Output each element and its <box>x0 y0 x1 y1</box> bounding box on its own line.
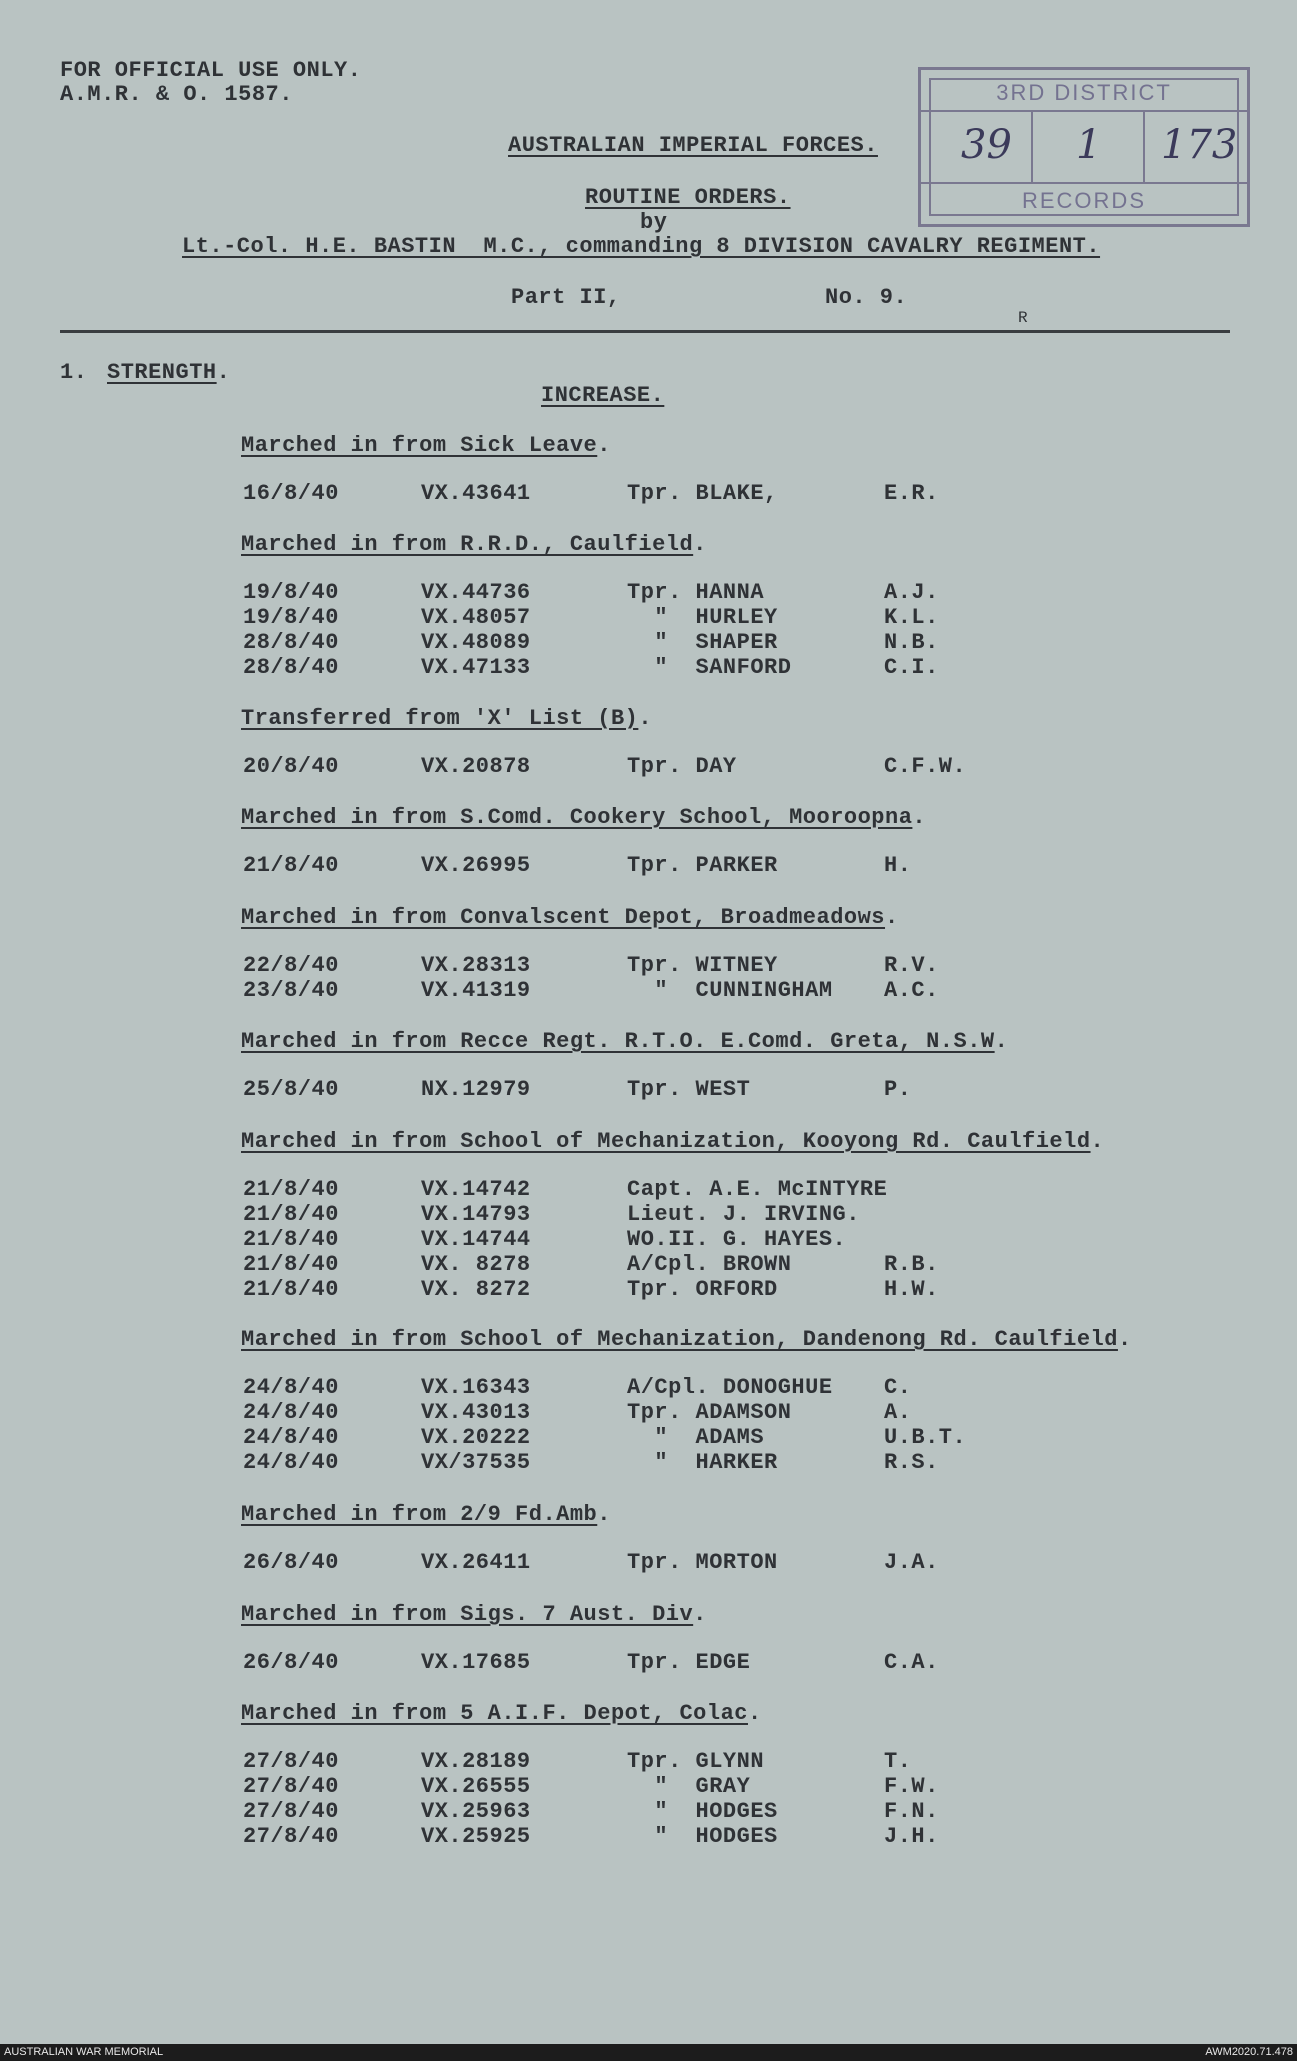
stamp-district: 3RD DISTRICT <box>996 80 1172 105</box>
entry-initials: A. <box>884 1400 912 1425</box>
entry-date: 16/8/40 <box>243 481 339 506</box>
title-period: . <box>1090 1129 1105 1154</box>
group-title: Marched in from R.R.D., Caulfield. <box>241 532 707 557</box>
entry-service-number: VX.26995 <box>421 853 531 878</box>
entry-rank-name: " HARKER <box>627 1450 778 1475</box>
entry-service-number: VX.14793 <box>421 1202 531 1227</box>
entry-service-number: VX.25963 <box>421 1799 531 1824</box>
entry-date: 21/8/40 <box>243 853 339 878</box>
entry-date: 23/8/40 <box>243 978 339 1003</box>
entry-date: 25/8/40 <box>243 1077 339 1102</box>
footer-institution: AUSTRALIAN WAR MEMORIAL <box>4 2046 164 2058</box>
entry-initials: J.H. <box>884 1824 939 1849</box>
group-title: Marched in from Sigs. 7 Aust. Div. <box>241 1602 707 1627</box>
entry-initials: P. <box>884 1077 912 1102</box>
entry-rank-name: Tpr. MORTON <box>627 1550 778 1575</box>
entry-rank-name: " HODGES <box>627 1799 778 1824</box>
entry-rank-name: Tpr. HANNA <box>627 580 765 605</box>
stamp-records: RECORDS <box>1021 188 1146 213</box>
stamp-field-3: 173 <box>1161 122 1238 168</box>
group-title: Marched in from S.Comd. Cookery School, Mooroopna. <box>241 805 927 830</box>
entry-service-number: VX.20222 <box>421 1425 531 1450</box>
entry-service-number: VX.47133 <box>421 655 531 680</box>
title-period: . <box>885 905 899 930</box>
group-title: Marched in from School of Mechanization, Kooyong Rd. Caulfield. <box>241 1129 1105 1154</box>
margin-mark: R <box>1018 309 1029 327</box>
archive-footer <box>0 2044 1297 2061</box>
entry-date: 22/8/40 <box>243 953 339 978</box>
group-title: Marched in from 2/9 Fd.Amb. <box>241 1502 611 1527</box>
routine-orders-title: ROUTINE ORDERS. <box>585 185 791 210</box>
official-use-line: FOR OFFICIAL USE ONLY. <box>60 58 362 83</box>
entry-initials: A.C. <box>884 978 939 1003</box>
entry-initials: A.J. <box>884 580 939 605</box>
entry-rank-name: " CUNNINGHAM <box>627 978 833 1003</box>
commander-line: Lt.-Col. H.E. BASTIN M.C., commanding 8 DIVISION CAVALRY REGIMENT. <box>182 234 1101 259</box>
entry-initials: C.F.W. <box>884 754 967 779</box>
entry-date: 19/8/40 <box>243 605 339 630</box>
entry-date: 26/8/40 <box>243 1650 339 1675</box>
entry-service-number: VX.28189 <box>421 1749 531 1774</box>
group-title: Marched in from School of Mechanization, Dandenong Rd. Caulfield. <box>241 1327 1132 1352</box>
title-period: . <box>747 1701 762 1726</box>
title-period: . <box>1117 1327 1132 1352</box>
entry-date: 27/8/40 <box>243 1824 339 1849</box>
entry-rank-name: " SANFORD <box>627 655 792 680</box>
entry-service-number: VX.20878 <box>421 754 531 779</box>
entry-date: 24/8/40 <box>243 1400 339 1425</box>
entry-rank-name: Tpr. PARKER <box>627 853 778 878</box>
entry-service-number: VX.17685 <box>421 1650 531 1675</box>
title-period: . <box>597 1502 611 1527</box>
entry-initials: C.I. <box>884 655 939 680</box>
order-number: No. 9. <box>825 285 908 310</box>
entry-initials: R.S. <box>884 1450 939 1475</box>
entry-service-number: VX.14742 <box>421 1177 531 1202</box>
entry-rank-name: " GRAY <box>627 1774 751 1799</box>
entry-rank-name: " ADAMS <box>627 1425 765 1450</box>
entry-rank-name: Tpr. WEST <box>627 1077 751 1102</box>
entry-date: 27/8/40 <box>243 1774 339 1799</box>
entry-initials: H. <box>884 853 912 878</box>
entry-service-number: VX. 8278 <box>421 1252 531 1277</box>
entry-date: 24/8/40 <box>243 1450 339 1475</box>
entry-rank-name: Tpr. EDGE <box>627 1650 751 1675</box>
title-period: . <box>597 433 611 458</box>
entry-rank-name: Tpr. ORFORD <box>627 1277 778 1302</box>
by-line: by <box>640 210 668 235</box>
records-stamp <box>918 67 1250 227</box>
increase-subheading: INCREASE. <box>541 383 665 408</box>
entry-rank-name: A/Cpl. DONOGHUE <box>627 1375 833 1400</box>
entry-rank-name: Lieut. J. IRVING. <box>627 1202 860 1227</box>
entry-rank-name: " SHAPER <box>627 630 778 655</box>
entry-service-number: VX.28313 <box>421 953 531 978</box>
form-number-line: A.M.R. & O. 1587. <box>60 82 293 107</box>
entry-rank-name: " HODGES <box>627 1824 778 1849</box>
entry-date: 28/8/40 <box>243 655 339 680</box>
entry-date: 27/8/40 <box>243 1799 339 1824</box>
entry-rank-name: Tpr. ADAMSON <box>627 1400 792 1425</box>
entry-date: 26/8/40 <box>243 1550 339 1575</box>
entry-service-number: VX.41319 <box>421 978 531 1003</box>
group-title: Marched in from Recce Regt. R.T.O. E.Comd. Greta, N.S.W. <box>241 1029 1009 1054</box>
entry-date: 27/8/40 <box>243 1749 339 1774</box>
title-period: . <box>638 706 653 731</box>
entry-initials: F.W. <box>884 1774 939 1799</box>
entry-initials: R.B. <box>884 1252 939 1277</box>
entry-service-number: VX.25925 <box>421 1824 531 1849</box>
entry-service-number: VX.43641 <box>421 481 531 506</box>
entry-date: 20/8/40 <box>243 754 339 779</box>
title-period: . <box>693 1602 707 1627</box>
entry-service-number: VX.14744 <box>421 1227 531 1252</box>
entry-date: 21/8/40 <box>243 1277 339 1302</box>
entry-initials: K.L. <box>884 605 939 630</box>
entry-rank-name: " HURLEY <box>627 605 778 630</box>
entry-initials: C. <box>884 1375 912 1400</box>
title-period: . <box>994 1029 1009 1054</box>
entry-initials: C.A. <box>884 1650 939 1675</box>
section-heading: STRENGTH. <box>107 360 231 385</box>
stamp-field-2: 1 <box>1076 122 1102 168</box>
group-title: Marched in from Sick Leave. <box>241 433 611 458</box>
entry-service-number: VX.48057 <box>421 605 531 630</box>
entry-rank-name: Tpr. WITNEY <box>627 953 778 978</box>
group-title: Transferred from 'X' List (B). <box>241 706 653 731</box>
stamp-field-1: 39 <box>961 122 1012 168</box>
title-period: . <box>912 805 927 830</box>
entry-service-number: VX.43013 <box>421 1400 531 1425</box>
entry-initials: H.W. <box>884 1277 939 1302</box>
entry-date: 21/8/40 <box>243 1202 339 1227</box>
entry-date: 28/8/40 <box>243 630 339 655</box>
title-period: . <box>693 532 707 557</box>
entry-rank-name: Capt. A.E. McINTYRE <box>627 1177 888 1202</box>
entry-rank-name: WO.II. G. HAYES. <box>627 1227 847 1252</box>
title-period: . <box>216 360 231 385</box>
entry-initials: T. <box>884 1749 912 1774</box>
entry-rank-name: A/Cpl. BROWN <box>627 1252 792 1277</box>
entry-initials: R.V. <box>884 953 939 978</box>
entry-service-number: NX.12979 <box>421 1077 531 1102</box>
entry-service-number: VX. 8272 <box>421 1277 531 1302</box>
entry-date: 21/8/40 <box>243 1177 339 1202</box>
entry-rank-name: Tpr. DAY <box>627 754 737 779</box>
entry-service-number: VX.16343 <box>421 1375 531 1400</box>
part-label: Part II, <box>511 285 621 310</box>
entry-service-number: VX.26411 <box>421 1550 531 1575</box>
entry-rank-name: Tpr. GLYNN <box>627 1749 765 1774</box>
entry-initials: E.R. <box>884 481 939 506</box>
entry-service-number: VX/37535 <box>421 1450 531 1475</box>
entry-date: 21/8/40 <box>243 1252 339 1277</box>
entry-date: 19/8/40 <box>243 580 339 605</box>
footer-reference: AWM2020.71.478 <box>1205 2046 1293 2058</box>
entry-date: 24/8/40 <box>243 1425 339 1450</box>
entry-initials: F.N. <box>884 1799 939 1824</box>
entry-service-number: VX.44736 <box>421 580 531 605</box>
entry-service-number: VX.26555 <box>421 1774 531 1799</box>
group-title: Marched in from Convalscent Depot, Broadmeadows. <box>241 905 899 930</box>
entry-initials: J.A. <box>884 1550 939 1575</box>
entry-date: 24/8/40 <box>243 1375 339 1400</box>
entry-date: 21/8/40 <box>243 1227 339 1252</box>
forces-title: AUSTRALIAN IMPERIAL FORCES. <box>508 133 878 158</box>
entry-service-number: VX.48089 <box>421 630 531 655</box>
entry-initials: N.B. <box>884 630 939 655</box>
divider-rule <box>60 330 1230 333</box>
entry-initials: U.B.T. <box>884 1425 967 1450</box>
entry-rank-name: Tpr. BLAKE, <box>627 481 778 506</box>
section-number: 1. <box>60 360 88 385</box>
group-title: Marched in from 5 A.I.F. Depot, Colac. <box>241 1701 762 1726</box>
